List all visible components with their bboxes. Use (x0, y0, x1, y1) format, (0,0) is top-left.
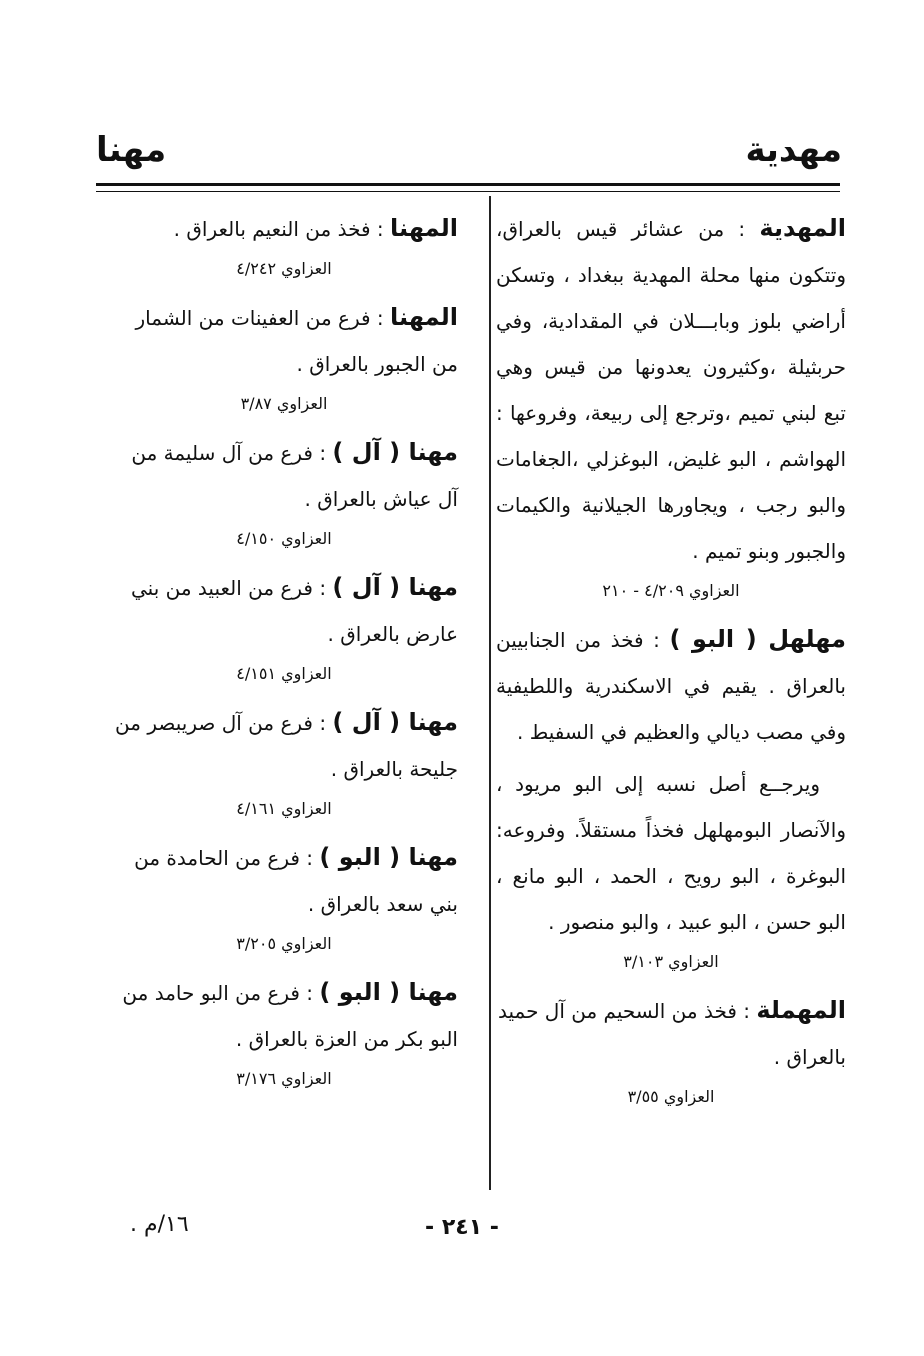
entry-body: : فرع من آل صريبصر من جليحة بالعراق . (115, 711, 458, 781)
entry-headword: المهنا (390, 303, 458, 331)
entry (110, 834, 458, 961)
entry-body: : فرع من الحامدة من بني سعد بالعراق . (134, 846, 458, 916)
entry-source: العزاوي ٣/٨٧ (240, 394, 328, 413)
entry (496, 987, 846, 1114)
header-rule-thin (96, 191, 840, 192)
entry (110, 429, 458, 556)
entry (110, 969, 458, 1096)
entry-text (110, 699, 458, 792)
entry (496, 616, 846, 979)
entry-text (110, 969, 458, 1062)
entry (110, 564, 458, 691)
entry (110, 294, 458, 421)
entry-source: العزاوي ٤/١٥٠ (236, 529, 332, 548)
entry-body: : فخذ من السحيم من آل حميد بالعراق . (497, 999, 846, 1069)
left-column (110, 205, 458, 1104)
entry-headword: المهنا (390, 214, 458, 242)
entry-source: العزاوي ٤/٢٤٢ (236, 259, 332, 278)
entry-headword: مهنا ( البو ) (319, 978, 458, 1006)
entry-body: : فخذ من النعيم بالعراق . (173, 217, 391, 241)
entry-body: : فرع من العفينات من الشمار من الجبور بالعراق . (135, 306, 458, 376)
entry-headword: المهملة (756, 996, 846, 1024)
entry-text (496, 205, 846, 574)
entry-text (496, 616, 846, 755)
column-divider (489, 196, 491, 1190)
entry-headword: مهنا ( البو ) (319, 843, 458, 871)
entry (496, 205, 846, 608)
entry-source: العزاوي ٤/٢٠٩ - ٢١٠ (602, 581, 740, 600)
entry-text (110, 564, 458, 657)
entry-text (110, 429, 458, 522)
entry (110, 699, 458, 826)
entry-headword: مهنا ( آل ) (332, 573, 458, 601)
entry-headword: مهنا ( آل ) (332, 708, 458, 736)
signature-mark: ١٦/م . (130, 1212, 189, 1237)
entry-source: العزاوي ٣/٢٠٥ (236, 934, 332, 953)
entry-headword: مهنا ( آل ) (332, 438, 458, 466)
entry-source: العزاوي ٣/١٧٦ (236, 1069, 332, 1088)
entry-body: : فرع من العبيد من بني عارض بالعراق . (130, 576, 458, 646)
header-rule-thick (96, 183, 840, 186)
entry-text (110, 294, 458, 387)
right-column (496, 205, 846, 1122)
page-number: - ٢٤١ - (425, 1215, 499, 1240)
entry-body: : فرع من آل سليمة من آل عياش بالعراق . (131, 441, 458, 511)
entry-headword: المهدية (759, 214, 846, 242)
entry-source: العزاوي ٣/٥٥ (627, 1087, 715, 1106)
entry-source: العزاوي ٤/١٦١ (236, 799, 332, 818)
entry-body: : فرع من البو حامد من البو بكر من العزة بالعراق . (122, 981, 458, 1051)
entry-source: العزاوي ٤/١٥١ (236, 664, 332, 683)
entry-headword: مهلهل ( البو ) (669, 625, 847, 653)
running-head-left: مهنا (96, 130, 167, 170)
entry-text (110, 834, 458, 927)
entry-source: العزاوي ٣/١٠٣ (623, 952, 719, 971)
entry (110, 205, 458, 286)
running-head-right: مهدية (745, 130, 842, 170)
entry-body-continued: ويرجــع أصل نسبه إلى البو مريود ، والآنصار البومهلهل فخذاً مستقلاً. وفروعه: البوغرة ، البو رويح ، الحمد ، البو مانع ، البو حسن ، البو عبيد ، والبو منصور . (496, 772, 846, 934)
entry-text (110, 205, 458, 252)
entry-body: : فخذ من الجنابيين بالعراق . يقيم في الاسكندرية واللطيفية وفي مصب ديالي والعظيم في السفيط . (496, 628, 846, 744)
entry-text (496, 987, 846, 1080)
entry-body: : من عشائر قيس بالعراق، وتتكون منها محلة المهدية ببغداد ، وتسكن أراضي بلوز وبابـــلان في المقدادية، وفي حربثيلة ،وكثيرون يعدونها من قيس وهي تبع لبني تميم ،وترجع إلى ربيعة، وفروعها : الهواشم ، البو غليض، البوغزلي ،الجغامات والبو رجب ، ويجاورها الجيلانية والكيمات والجبور وبنو تميم . (496, 217, 846, 563)
